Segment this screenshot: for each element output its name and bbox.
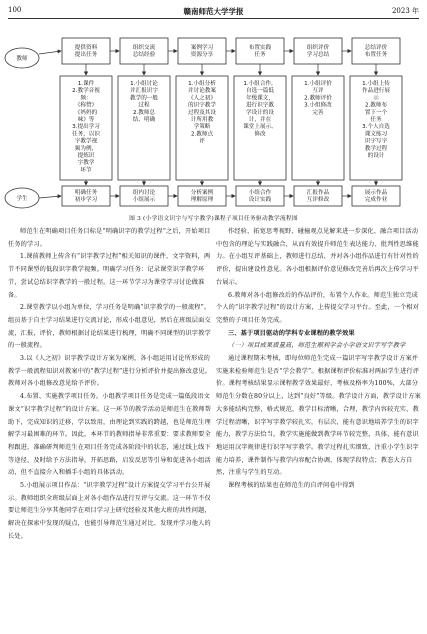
teacher-connector [39,51,61,54]
running-header [0,0,427,20]
flow-diagram [0,30,427,210]
paragraph: 2.课堂教学以小组为单位，学习任务是明确“识字教学的一般流程”。组员基于自主学习结果进行交流讨论，形成小组意见，然后在班级层面交流，汇报，评价，教师根据讨论结果进行梳理，明确不同课型的识字教学的一般流程。 [8,304,211,350]
year: 2023 年 [391,7,419,15]
paragraph: 通过课程期末考核，即每位师范生完成一篇识字写字教学设计方案并实施来检验师范生是否“学会教学”。根据课程评价标准对两届学生进行评价。课程考核结果显示课程教学效果最好，考核及格率为100%，大部分师范生分数在80分以上，达到“良好”等级。教学设计方面，教学设计方案大多能结构完整，格式规范，教学目标清晰，合理，教学内容较充实，教学过程清晰，识字写字教学较扎实，有层次，能有意识地培养学生的识字能力，教学方法恰当，教学实施能做到教学环节较完整，具体，能有意识地运用汉字规律进行识字写字教学。教学过程扎实细致，注重小学生识字能力培养，课件制作与教学内容配合协调，体现学段特点；教态大方自然，注重与学生的互动。 [216,355,421,477]
paragraph: 3.以《人之初》识字教学设计方案为案例，各小组运用讨论所形成的教学一般流程知识对教案中的“教学过程”进行分析评价并提出修改意见。教师对各小组修改意见给予评价。 [8,355,212,388]
figure-caption: 图 3 (小学语文识字与写字教学)课程子项目任务驱动教学流程图 [129,216,298,222]
right-column [216,226,421,630]
teacher-step-box [294,38,342,64]
teacher-step-box [178,38,226,64]
student-step-text: 汇报作品互评修改 [306,190,330,204]
teacher-step-text: 提供资料提出任务 [74,45,98,59]
student-step-text: 明确任务初步学习 [74,190,98,204]
activity-text: 1.小组上传作品进行展示 2.教师布置下一个任务 3.个人自选课文练习识字写字教学过程的设计 [362,81,390,159]
activity-text: 1.小组讨论并汇报识字教学的一般过程 2.教师总结、明确 [130,81,158,123]
student-connector [39,196,61,198]
student-step-text: 小组合作设计实践 [248,190,272,204]
paragraph: 作经验、拓宽思考视野、碰撞观点见解来进一步深化、融合项目活动中包含的理论与实践融合，从而有效提升师范生表达能力、批判性思维能力。在小组互评基础上，教师进行总结，并对各小组作品进行有针对性的评价，提出建设性意见。各小组根据评价意见修改完善后再次上传学习平台展示。 [216,228,419,286]
student-step-text: 组内讨论小组展示 [132,190,156,204]
paragraph: 5.小组展示项目作品：“识字教学过程”设计方案提交学习平台公开展示。教师组织全班级层面上对各小组作品进行互评与交流。这一环节不仅要让师范生分享其他同学在项目学习上研究经验及其他大班的共性问题，解决在探索中发现的疑点，也能引导师范生通过对比、发现并学习他人的长处。 [8,482,211,540]
student-step-text: 分析案例理解原理 [190,190,214,204]
paragraph: 课程考核的结果也在师范生的自评问卷中得到 [228,482,355,490]
teacher-step-text: 组织评价学习总结 [306,45,330,59]
section-heading: 三、基于项目驱动的学科专业课程的教学效果 [228,329,355,337]
subsection-heading: （一）项目成果质量高，师范生顺利学会小学语文识字写字教学 [228,342,406,350]
teacher-step-text: 总结评价布置任务 [364,45,388,59]
paragraph: 6.教师对各小组修改后的作品评价，布置个人作业。师范生独立完成个人的“识字教学过程”的设计方案，上传提交学习平台。至此，一个相对完整的子项目任务完成。 [216,291,420,324]
paragraph: 师范生在明确项目任务目标是“明确识字的教学过程”之后，开始项目任务的学习。 [8,228,211,248]
activity-text: 1.小组评价互评 2.教师评价 3.小组修改完善 [304,81,332,116]
teacher-step-box [236,38,284,64]
paragraph: 4.布置、实施教学项目任务。小组教学项目任务是完成一篇低段语文课文“识字教学过程”的设计方案。这一环节的教学活动是师范生在教师帮助下，完成知识的迁移，学以致用，由理论到实践的跨越，也是师范生理解学习最困难的环节。因此，本环节的教师指导非常重要：要求教师要全程跟进，准确研判师范生在项目任务完成各阶段中的状态，通过线上线下等途径，及时给予方法指导，开拓思路，启发反思等引导和促进各小组活动，但不直接介入和插手小组的具体活动。 [8,393,212,477]
flow-diagram-svg [0,30,427,210]
left-column [8,226,213,630]
teacher-label: 教师 [16,56,28,62]
activity-text: 1.课件 2.教学音视频：《称赞》《妈妈的味》等 3.提出学习任务，以识字教学视频为例，提炼识字教学环节 [72,81,100,174]
teacher-step-text: 组织交流总结经验 [132,45,156,59]
activity-text: 1.小组合作，自选一篇低年级课文，进行识字教学设计的设计，并在课堂上展示、修改 [243,81,277,138]
student-label: 学生 [16,196,28,202]
paragraph: 1.课前教师上传含有“识字教学过程”相关知识的课件、文字资料，两节不同课型的低段识字教学视频。明确学习任务：记录课堂识字教学环节，尝试总结识字教学的一般过程。这一环节学习为课堂学习讨论做准备。 [8,253,211,299]
page-number: 100 [8,6,22,14]
teacher-step-box [352,38,400,64]
teacher-step-box [62,38,110,64]
journal-title: 赣南师范大学学报 [183,7,244,16]
teacher-step-text: 案例学习资源分享 [190,45,214,59]
activity-text: 1.小组分析并讨论教案《人之初》的识字教学过程及其设计所用教学策略 2.教师点评 [188,81,216,145]
header-rule [8,18,419,19]
teacher-step-box [120,38,168,64]
student-step-text: 展示作品完成作业 [364,190,388,204]
teacher-step-text: 布置实践任务 [248,45,272,59]
